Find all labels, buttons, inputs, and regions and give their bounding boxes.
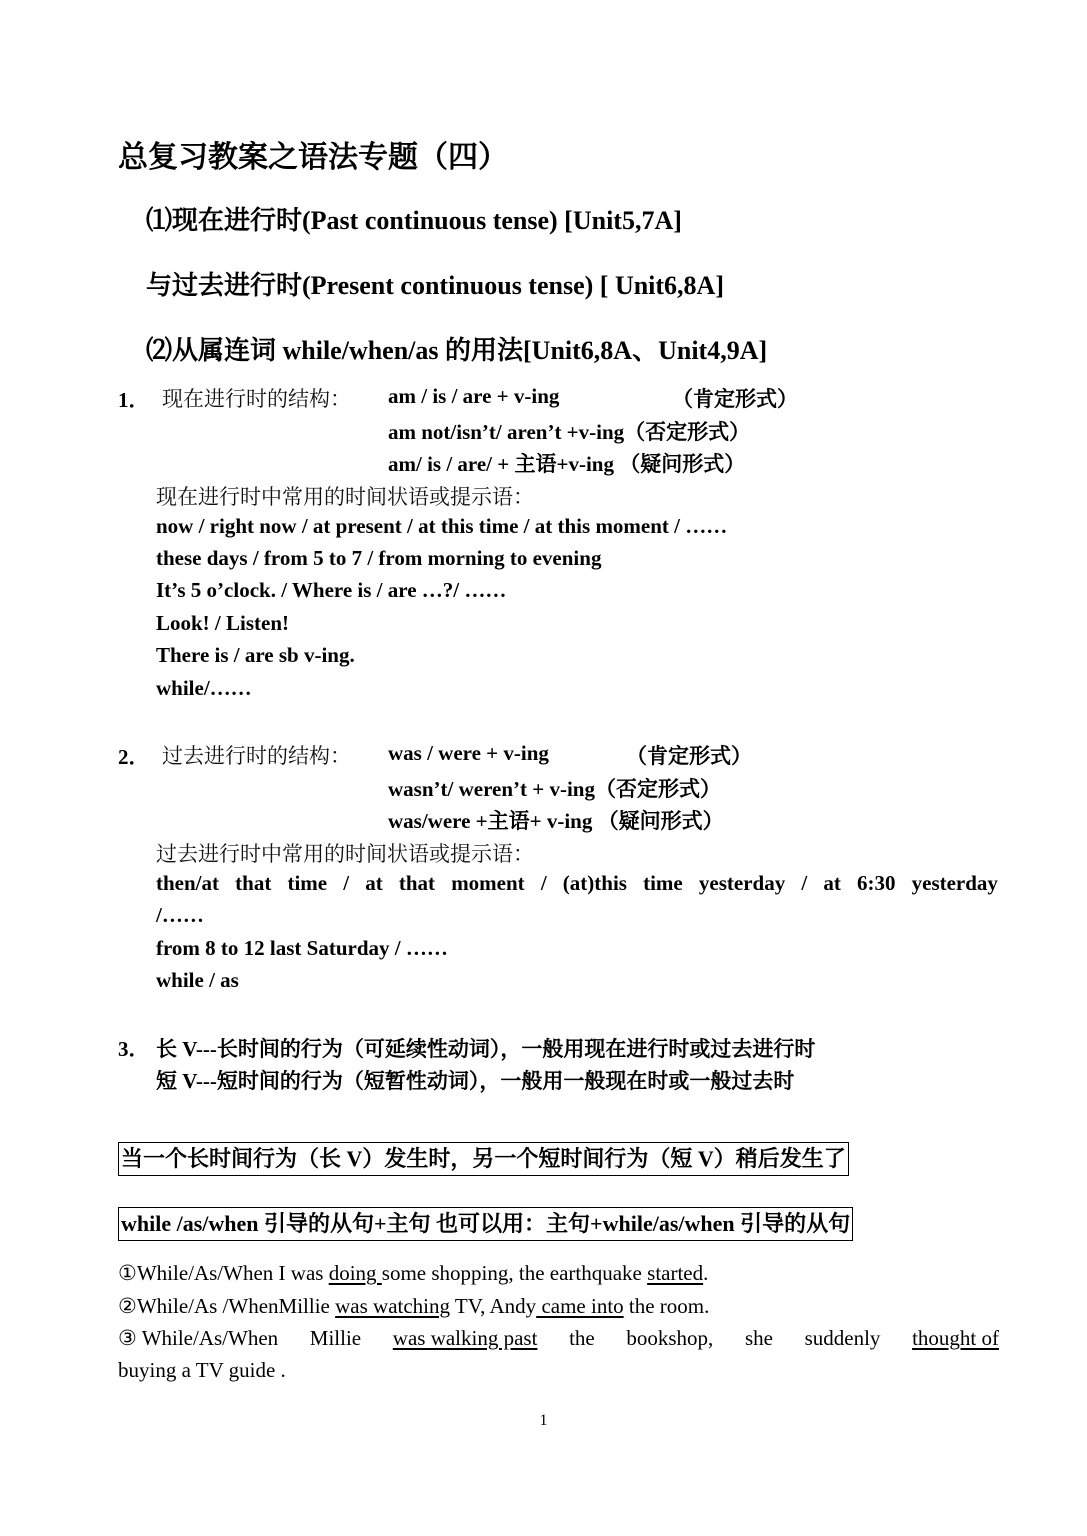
rule-box-1: 当一个长时间行为（长 V）发生时，另一个短时间行为（短 V）稍后发生了 <box>118 1142 849 1176</box>
example-text: ①While/As/When I was <box>118 1261 329 1285</box>
example-1 <box>118 1261 708 1286</box>
page-number: 1 <box>539 1412 548 1429</box>
example-3 <box>118 1326 999 1351</box>
cue-word: / <box>540 871 547 895</box>
s1-cue-line: There is / are sb v-ing. <box>156 643 355 667</box>
example-text: the <box>569 1326 595 1350</box>
s1-formula-negative: am not/isn’t/ aren’t +v-ing（否定形式） <box>388 420 751 444</box>
s3-long-verb: 长 V---长时间的行为（可延续性动词），一般用现在进行时或过去进行时 <box>156 1037 816 1061</box>
heading-past-continuous: 与过去进行时(Present continuous tense) [ Unit6,8A] <box>146 271 724 300</box>
section-2-number: 2． <box>118 745 150 769</box>
example-text: Millie <box>309 1326 362 1350</box>
s1-formula-affirmative: am / is / are + v-ing <box>388 384 560 408</box>
cue-word: (at)this <box>562 871 627 895</box>
cue-word: at <box>365 871 383 895</box>
section-2-label: 过去进行时的结构： <box>162 744 351 768</box>
example-text: the room. <box>623 1294 710 1318</box>
cue-word: / <box>343 871 350 895</box>
example-text: she <box>744 1326 773 1350</box>
rule-box-2: while /as/when 引导的从句+主句 也可以用：主句+while/as/when 引导的从句 <box>118 1207 853 1241</box>
cue-word: yesterday <box>698 871 786 895</box>
cue-word: yesterday <box>911 871 998 895</box>
cue-word: that <box>235 871 272 895</box>
s2-formula-negative: wasn’t/ weren’t + v-ing（否定形式） <box>388 777 721 801</box>
cue-word: then/at <box>156 871 219 895</box>
example-text: ③ While/As/When <box>118 1326 279 1350</box>
s3-short-verb: 短 V---短时间的行为（短暂性动词），一般用一般现在时或一般过去时 <box>156 1069 795 1093</box>
s1-cue-line: while/…… <box>156 676 252 700</box>
example-underlined: doing <box>328 1261 382 1285</box>
section-1-number: 1． <box>118 388 150 412</box>
cue-word: 6:30 <box>856 871 896 895</box>
s2-cue-line-3: while / as <box>156 968 239 992</box>
s1-cue-line: now / right now / at present / at this time / at this moment / …… <box>156 514 728 538</box>
example-text: . <box>703 1261 709 1285</box>
example-text: some shopping, the earthquake <box>381 1261 648 1285</box>
s2-formula-affirmative: was / were + v-ing <box>388 741 549 765</box>
s2-cue-line-1-continued: /…… <box>156 903 204 927</box>
cue-word: time <box>287 871 328 895</box>
section-1-label: 现在进行时的结构： <box>162 387 351 411</box>
section-3-number: 3． <box>118 1037 150 1061</box>
example-2 <box>118 1294 709 1319</box>
example-underlined: was walking past <box>392 1326 538 1350</box>
s1-formula-question: am/ is / are/ + 主语+v-ing （疑问形式） <box>388 452 746 476</box>
heading-present-continuous: ⑴现在进行时(Past continuous tense) [Unit5,7A] <box>146 206 682 235</box>
s1-cue-label: 现在进行时中常用的时间状语或提示语： <box>156 485 534 509</box>
s2-formula-question: was/were +主语+ v-ing （疑问形式） <box>388 809 724 833</box>
example-underlined: was watching <box>335 1294 451 1318</box>
example-underlined: started <box>647 1261 704 1285</box>
example-text: suddenly <box>804 1326 881 1350</box>
s2-cue-line-2: from 8 to 12 last Saturday / …… <box>156 936 448 960</box>
example-3-continued: buying a TV guide . <box>118 1358 286 1382</box>
example-text: TV, Andy <box>450 1294 537 1318</box>
example-underlined: thought of <box>912 1326 999 1350</box>
cue-word: moment <box>451 871 525 895</box>
cue-word: that <box>398 871 436 895</box>
heading-conjunctions: ⑵从属连词 while/when/as 的用法[Unit6,8A、Unit4,9A] <box>146 336 768 365</box>
cue-word: at <box>823 871 841 895</box>
s1-cue-line: these days / from 5 to 7 / from morning to evening <box>156 546 602 570</box>
s2-cue-line-1 <box>156 871 998 896</box>
s1-cue-line: It’s 5 o’clock. / Where is / are …?/ …… <box>156 578 507 602</box>
s1-formula-affirmative-tag: （肯定形式） <box>672 387 798 411</box>
cue-word: time <box>643 871 683 895</box>
s1-cue-line: Look! / Listen! <box>156 611 290 635</box>
example-text: ②While/As /WhenMillie <box>118 1294 336 1318</box>
cue-word: / <box>801 871 808 895</box>
example-text: bookshop, <box>626 1326 714 1350</box>
example-underlined: came into <box>536 1294 624 1318</box>
s2-cue-label: 过去进行时中常用的时间状语或提示语： <box>156 842 534 866</box>
s2-formula-affirmative-tag: （肯定形式） <box>626 744 752 768</box>
document-title: 总复习教案之语法专题（四） <box>118 141 508 174</box>
